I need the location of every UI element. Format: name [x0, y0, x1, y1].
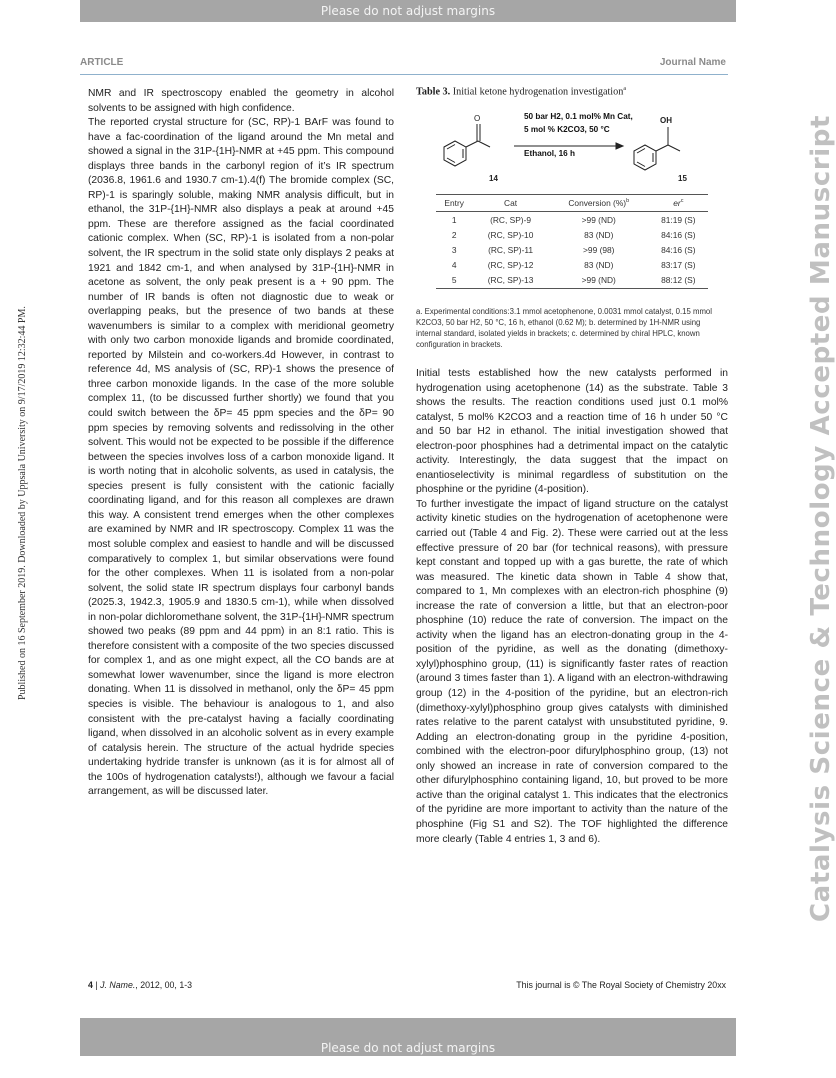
cell-cat: (RC, SP)-9 [490, 214, 532, 225]
cell-er: 81:19 (S) [661, 214, 696, 225]
header-er: $er^c$ [649, 195, 708, 212]
cell-cat: (RC, SP)-10 [487, 229, 534, 240]
conditions-line-2: 5 mol % K2CO3, 50 °C [524, 125, 610, 134]
header-conversion: Conversion (%)$^b$ [549, 195, 649, 212]
carbonyl-oxygen-label: O [474, 114, 481, 123]
table-caption-sup: a [623, 86, 626, 92]
header-rule [80, 74, 728, 75]
cell-entry: 4 [451, 260, 457, 271]
page-number: 4 [88, 980, 93, 990]
cell-cat: (RC, SP)-13 [472, 273, 548, 289]
cell-cat: (RC, SP)-11 [488, 244, 534, 255]
header-entry: Entry [436, 195, 472, 212]
journal-abbrev: J. Name. [100, 980, 136, 990]
conditions-line-3: Ethanol, 16 h [524, 149, 575, 158]
page-footer-left: 4 | J. Name., 2012, 00, 1-3 [88, 980, 193, 990]
table-caption-text: Initial ketone hydrogenation investigation [452, 86, 624, 98]
cell-conversion: >99 (ND) [581, 214, 616, 225]
conditions-line-1: 50 bar H2, 0.1 mol% Mn Cat, [524, 112, 633, 121]
results-table [436, 194, 708, 289]
cell-entry: 2 [451, 229, 457, 240]
cell-er: 88:12 (S) [649, 273, 708, 289]
body-paragraph: NMR and IR spectroscopy enabled the geometry in alcohol solvents to be assigned with high confidence. [88, 88, 394, 114]
body-paragraph: Initial tests established how the new catalysts performed in hydrogenation using acetophenone (14) as the substrate. Table 3 shows the results. The reaction conditions used just 0.1 mol% catalyst, 5 mol% K2CO3 and a reaction time of 16 h under 50 °C and 50 bar H2 in ethanol. The initial investigation showed that electron-poor phosphines had a detrimental impact on the catalytic activity. Interestingly, the data suggest that the impact on enantioselectivity is minimal regardless of substitution on the phosphine or the pyridine (4-position). [416, 368, 728, 496]
cell-conversion: >99 (98) [583, 244, 615, 255]
cell-conversion: 83 (ND) [584, 260, 614, 271]
table-header-row [436, 195, 708, 212]
hydroxyl-label: OH [660, 116, 672, 125]
cell-cat: (RC, SP)-12 [487, 260, 534, 271]
cell-entry: 3 [451, 244, 457, 255]
table-row [436, 273, 708, 289]
cell-entry: 5 [436, 273, 472, 289]
right-text-column [416, 367, 728, 847]
header-cat: Cat [472, 195, 548, 212]
table-caption-label: Table 3. [416, 86, 451, 98]
table-caption [416, 86, 626, 97]
journal-year-volume: 2012, 00, 1-3 [140, 980, 193, 990]
cell-conversion: >99 (ND) [549, 273, 649, 289]
journal-name-label: Journal Name [659, 57, 726, 68]
publication-side-note [17, 200, 31, 700]
publication-side-note-text: Published on 16 September 2019. Downloaded by Uppsala University on 9/17/2019 12:32:44 PM. [17, 306, 28, 700]
article-type-label: ARTICLE [80, 57, 124, 68]
reaction-scheme [416, 102, 728, 190]
cell-conversion: 83 (ND) [584, 229, 614, 240]
table-footnote: a. Experimental conditions:3.1 mmol acetophenone, 0.0031 mmol catalyst, 0.15 mmol K2CO3, 50 bar H2, 50 °C, 16 h, ethanol (0.62 M); b. determined by 1H-NMR using internal standard, isolated yields in brackets; c. determined by chiral HPLC, known configuration in brackets. [416, 307, 713, 349]
accepted-manuscript-watermark: Catalysis Science & Technology Accepted Manuscript [806, 114, 836, 922]
body-paragraph: To further investigate the impact of ligand structure on the catalyst activity kinetic studies on the hydrogenation of acetophenone were carried out (Table 4 and Fig. 2). These were carried out at the less effective pressure of 20 bar (for technical reasons), with pressure kept constant and topped up with a gas burette, the rate of which was measured. The kinetic data shown in Table 4 show that, compared to 1, Mn complexes with an electron-rich phosphine (9) increase the rate of conversion a little, but that an electron-poor phosphine (10) reduce the rate of conversion. The impact on the activity when the ligand has an electron-donating group in the 4-position of the pyridine, as well as the donating (dimethoxy-xylyl)phosphino group, (11) is significantly faster rates of reaction (around 3 times faster than 1). A ligand with an electron-withdrawing group (12) in the 4-position of the pyridine, but an electron-rich (dimethoxy-xylyl)phosphino group gives catalysts with diminished rates relative to the parent catalyst with unsubstituted pyridine, 9. Adding an electron-donating group in the pyridine 4-position, combined with the electron-poor difurylphosphino group, (13) not only showed an increase in rate of conversion compared to the other difurylphosphino containing ligand, 10, but proved to be more active than the original catalyst 1. This indicates that the electronics of the pyridine are more important to activity than the nature of the phosphine (Fig S1 and S2). The TOF highlighted the difference more clearly (Table 4 entries 1, 3 and 6). [416, 498, 728, 845]
table-row [436, 212, 708, 228]
table-row [436, 258, 708, 273]
body-paragraph: The reported crystal structure for (SC, RP)-1 BArF was found to have a fac-coordination of the ligand around the Mn metal and showed a signal in the 31P-{1H}-NMR at +45 ppm. This compound displays three bands in the carbonyl region of it’s IR spectrum (2036.8, 1961.6 and 1930.7 cm-1).4(f) The bromide complex (SC, RP)-1 is sparingly soluble, making NMR analysis difficult, but in ethanol, the 31P-{1H}-NMR also displays a peak at around +45 ppm. These are therefore assigned as the facial coordinated cationic complex. When (SC, RP)-1 is isolated from a non-polar solvent, the IR spectrum in the solid state only displays 2 peaks at 1921 and 1842 cm-1, and when analysed by 31P-{1H}-NMR in acetone as solvent, the only peak present is a + 90 ppm. The number of IR bands is often not diagnostic due to weak or overlapping peaks, but the presence of two bands at these wavenumbers is similar to a complex with meridional geometry with only two carbon monoxide ligands and bromide coordinated, reported by Milstein and co-workers.4d However, in contrast to reference 4d, MS analysis of (SC, RP)-1 shows the presence of three carbon monoxide ligands. In the case of the more soluble complex 11, (to be discussed further shortly) we found that you could switch between the δP= 45 ppm species and the δP= 90 ppm species by removing solvents and redissolving in the other solvent. This would not be expected to be possible if the difference between the species involves loss of a carbon monoxide ligand. It is worth noting that in alcoholic solvents, as used in catalysis, the species present is fully consistent with the cationic facially coordinating ligand, and for this reason all complexes are drawn this way. A consistent trend emerges when the other complexes are examined by NMR and IR spectroscopy. Complex 11 was the most soluble complex and easiest to handle and will be discussed comparatively to complex 1, but similar observations were found for the other complexes. When 11 is isolated from a non-polar solvent, the solid state IR spectrum displays four carbonyl bands (2025.3, 1942.3, 1905.9 and 1830.5 cm-1), while when dissolved in non-polar dichloromethane solvent, the 31P-{1H}-NMR spectrum showed two peaks (89 ppm and 44 ppm) in an 8:1 ratio. This is therefore consistent with a composite of the two species discussed for complex 1, and as one might expect, all the CO bands are at somewhat lower wavenumber, since the ligand is more electron donating. When 11 is dissolved in methanol, only the δP= 45 ppm species is visible. The behaviour is analogous to 1, and also consistent with the pre-catalyst having a facially coordinating ligand, when dissolved in an alcoholic solvent as in every example of catalysis herein. The structure of the actual hydride species undertaking hydride transfer is unknown (as it is for almost all of the 100s of hydrogenation catalysts!), although we favour a facial arrangement, as will be discussed later. [88, 117, 394, 798]
page-footer-right: This journal is © The Royal Society of Chemistry 20xx [516, 980, 726, 990]
reactant-number: 14 [489, 174, 498, 183]
table-row [436, 227, 708, 242]
cell-er: 84:16 (S) [661, 229, 696, 240]
bottom-margin-banner: Please do not adjust margins [80, 1018, 736, 1056]
reaction-arrow-head [616, 143, 623, 149]
top-margin-banner: Please do not adjust margins [80, 0, 736, 22]
cell-er: 84:16 (S) [661, 244, 696, 255]
product-number: 15 [678, 174, 687, 183]
cell-er: 83:17 (S) [661, 260, 696, 271]
cell-entry: 1 [451, 214, 457, 225]
left-text-column [88, 87, 394, 800]
table-row [436, 242, 708, 257]
